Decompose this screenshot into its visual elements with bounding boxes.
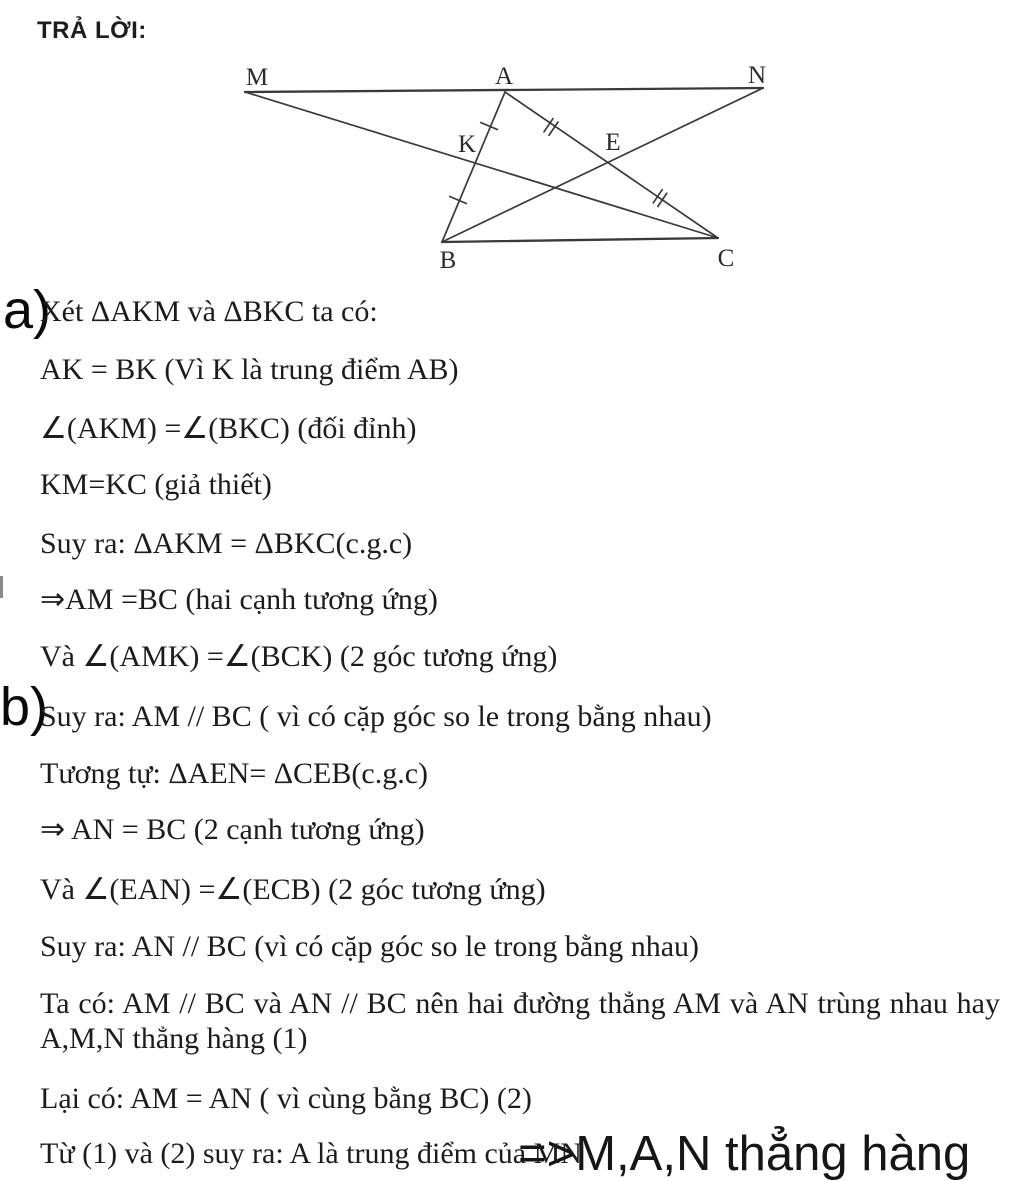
point-label-A: A [494, 63, 514, 90]
scan-artifact-mark [0, 576, 3, 598]
proof-line-a6: ⇒AM =BC (hai cạnh tương ứng) [40, 583, 438, 616]
proof-paragraph-collinear: Ta có: AM // BC và AN // BC nên hai đường thẳng AM và AN trùng nhau hay A,M,N thẳng hàng (1) [40, 987, 1000, 1055]
proof-line-again: Lại có: AM = AN ( vì cùng bằng BC) (2) [40, 1082, 532, 1115]
point-label-C: C [717, 245, 735, 272]
proof-line-b5: Suy ra: AN // BC (vì có cặp góc so le trong bằng nhau) [40, 930, 700, 963]
part-a-marker: a) [3, 280, 52, 340]
segment-AC [505, 92, 718, 238]
proof-line-a2: AK = BK (Vì K là trung điểm AB) [40, 353, 459, 386]
proof-line-a4: KM=KC (giả thiết) [40, 468, 272, 501]
point-label-K: K [457, 131, 477, 158]
proof-line-b4: Và ∠(EAN) =∠(ECB) (2 góc tương ứng) [40, 873, 546, 906]
proof-line-b1: Suy ra: AM // BC ( vì có cặp góc so le trong bằng nhau) [40, 700, 712, 733]
proof-line-a1: Xét ΔAKM và ΔBKC ta có: [40, 295, 378, 328]
point-label-B: B [439, 247, 457, 274]
proof-line-final: Từ (1) và (2) suy ra: A là trung điểm của MN [40, 1137, 582, 1170]
proof-line-b2: Tương tự: ΔAEN= ΔCEB(c.g.c) [40, 757, 428, 790]
page-title: TRẢ LỜI: [37, 17, 147, 44]
proof-line-a7: Và ∠(AMK) =∠(BCK) (2 góc tương ứng) [40, 640, 558, 673]
part-b-marker: b) [0, 677, 49, 737]
point-label-M: M [245, 64, 269, 91]
point-label-N: N [747, 62, 767, 89]
segment-MC [245, 92, 718, 238]
segment-AB [442, 92, 505, 242]
segment-BC [442, 238, 718, 242]
proof-line-a5: Suy ra: ΔAKM = ΔBKC(c.g.c) [40, 527, 413, 560]
conclusion-annotation: =>M,A,N thẳng hàng [518, 1127, 971, 1181]
proof-line-a3: ∠(AKM) =∠(BKC) (đối đỉnh) [40, 412, 417, 445]
segment-BN [442, 88, 763, 242]
geometry-diagram [0, 0, 1024, 290]
point-label-E: E [605, 129, 621, 156]
proof-line-b3: ⇒ AN = BC (2 cạnh tương ứng) [40, 813, 425, 846]
